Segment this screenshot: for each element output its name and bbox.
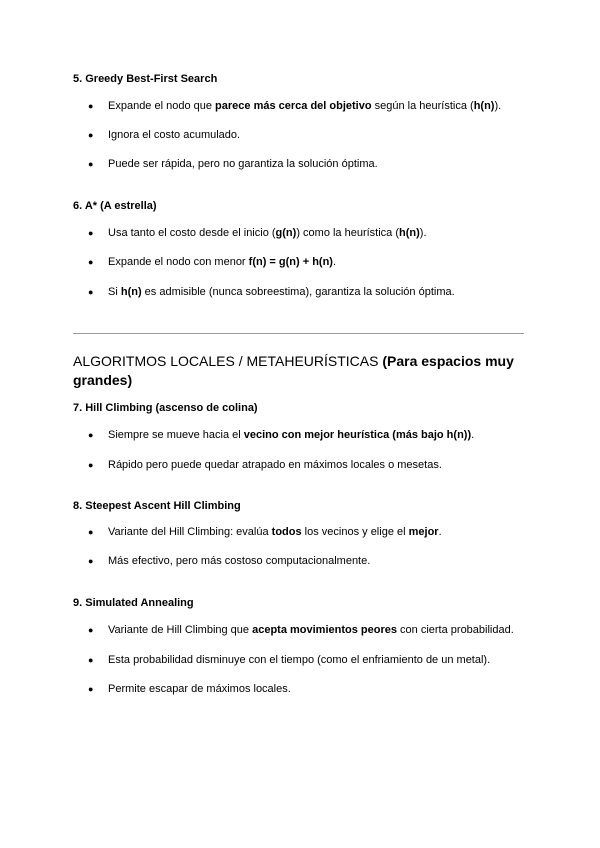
bullet-icon: ● bbox=[88, 228, 94, 238]
list-item bbox=[88, 525, 442, 539]
item-text: con cierta probabilidad. bbox=[396, 624, 514, 636]
item-bold-text: h(n) bbox=[399, 227, 420, 239]
item-bold-text: vecino con mejor heurística (más bajo h(n)) bbox=[243, 429, 472, 441]
chapter-heading bbox=[73, 352, 523, 390]
item-bold-text: h(n) bbox=[120, 286, 142, 298]
list-item bbox=[88, 226, 427, 240]
item-text: . bbox=[332, 256, 337, 268]
bullet-icon: ● bbox=[88, 101, 94, 111]
item-text: Usa tanto el costo desde el inicio ( bbox=[108, 227, 276, 239]
item-text: Variante del Hill Climbing: evalúa bbox=[108, 526, 272, 538]
bullet-icon: ● bbox=[88, 430, 94, 440]
item-text: Variante de Hill Climbing que bbox=[108, 624, 253, 636]
item-text: Puede ser rápida, pero no garantiza la solución óptima. bbox=[108, 158, 378, 170]
item-bold-text: mejor bbox=[408, 526, 439, 538]
bullet-icon: ● bbox=[88, 257, 94, 267]
section-heading-greedy: 5. Greedy Best-First Search bbox=[73, 73, 218, 85]
item-bold-text: h(n) bbox=[473, 100, 495, 112]
chapter-heading-main: ALGORITMOS LOCALES / METAHEURÍSTICAS bbox=[73, 353, 379, 369]
bullet-icon: ● bbox=[88, 159, 94, 169]
item-text: . bbox=[471, 429, 475, 441]
item-text: Esta probabilidad disminuye con el tiempo (como el enfriamiento de un metal). bbox=[108, 654, 491, 666]
item-text: Permite escapar de máximos locales. bbox=[108, 683, 291, 695]
item-text: los vecinos y elige el bbox=[301, 526, 409, 538]
bullet-icon: ● bbox=[88, 527, 94, 537]
item-text: es admisible (nunca sobreestima), garantiza la solución óptima. bbox=[141, 286, 455, 298]
bullet-icon: ● bbox=[88, 287, 94, 297]
list-item bbox=[88, 623, 514, 637]
item-text: Expande el nodo con menor bbox=[108, 256, 249, 268]
list-item bbox=[88, 428, 474, 442]
item-text: ). bbox=[419, 227, 427, 239]
list-item bbox=[88, 682, 291, 696]
item-text: Rápido pero puede quedar atrapado en máximos locales o mesetas. bbox=[108, 459, 442, 471]
horizontal-divider bbox=[73, 333, 524, 334]
item-text: Ignora el costo acumulado. bbox=[108, 129, 241, 141]
section-heading-astar: 6. A* (A estrella) bbox=[73, 200, 157, 212]
list-item bbox=[88, 653, 490, 667]
section-heading-hill-climbing: 7. Hill Climbing (ascenso de colina) bbox=[73, 402, 258, 414]
chapter-heading-subtitle: (Para espacios muy grandes) bbox=[73, 353, 514, 388]
item-bold-text: todos bbox=[271, 526, 302, 538]
list-item bbox=[88, 285, 455, 299]
section-heading-simulated-annealing: 9. Simulated Annealing bbox=[73, 597, 194, 609]
item-text: Más efectivo, pero más costoso computacionalmente. bbox=[108, 555, 371, 567]
item-bold-text: acepta movimientos peores bbox=[252, 624, 397, 636]
item-text: Expande el nodo que bbox=[108, 100, 216, 112]
item-text: ). bbox=[494, 100, 502, 112]
list-item bbox=[88, 554, 370, 568]
bullet-icon: ● bbox=[88, 655, 94, 665]
bullet-icon: ● bbox=[88, 460, 94, 470]
item-text: según la heurística ( bbox=[371, 100, 474, 112]
item-bold-text: parece más cerca del objetivo bbox=[215, 100, 372, 112]
list-item bbox=[88, 99, 501, 113]
item-text: Si bbox=[108, 286, 121, 298]
item-bold-text: f(n) = g(n) + h(n) bbox=[248, 256, 333, 268]
list-item bbox=[88, 128, 240, 142]
bullet-icon: ● bbox=[88, 556, 94, 566]
bullet-icon: ● bbox=[88, 684, 94, 694]
item-bold-text: g(n) bbox=[275, 227, 297, 239]
bullet-icon: ● bbox=[88, 625, 94, 635]
section-heading-steepest-ascent: 8. Steepest Ascent Hill Climbing bbox=[73, 500, 241, 512]
list-item bbox=[88, 157, 378, 171]
item-text: Siempre se mueve hacia el bbox=[108, 429, 244, 441]
item-text: . bbox=[438, 526, 442, 538]
list-item bbox=[88, 255, 336, 269]
list-item bbox=[88, 458, 442, 472]
item-text: ) como la heurística ( bbox=[296, 227, 400, 239]
bullet-icon: ● bbox=[88, 130, 94, 140]
